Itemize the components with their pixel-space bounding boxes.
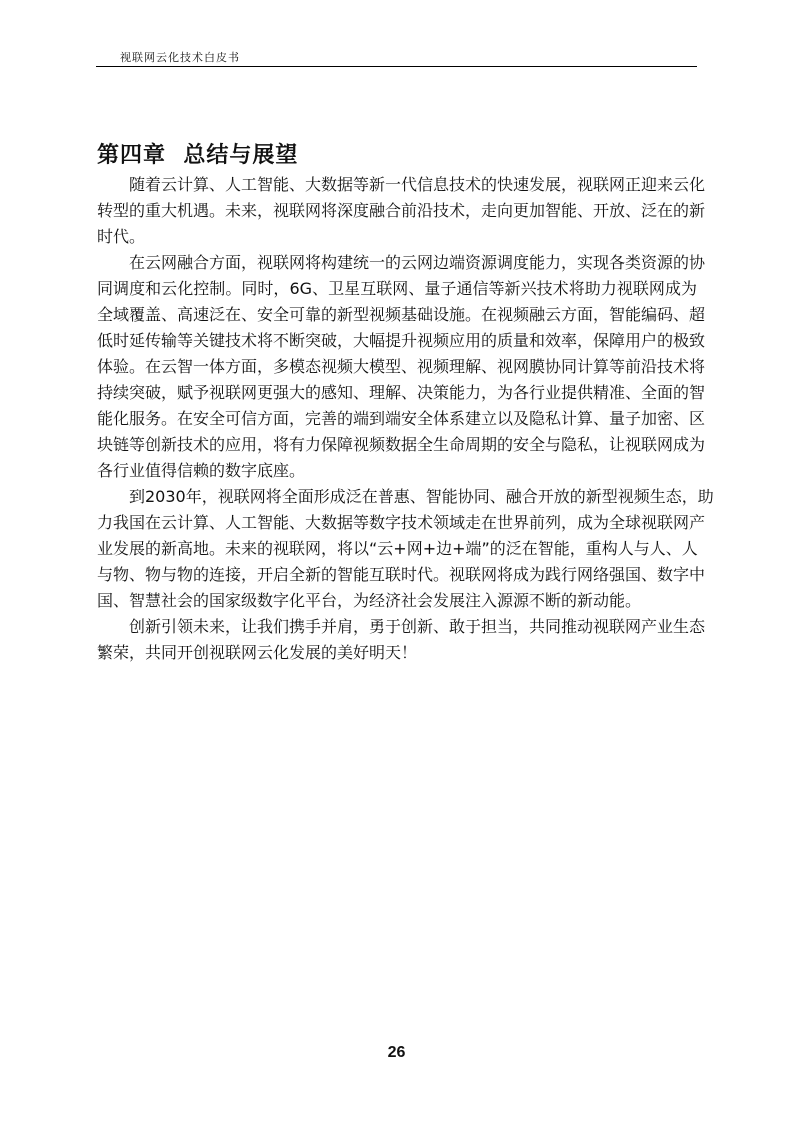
paragraph-line: 国、智慧社会的国家级数字化平台，为经济社会发展注入源源不断的新动能。 bbox=[97, 591, 642, 610]
paragraph-line: 同调度和云化控制。同时，6G、卫星互联网、量子通信等新兴技术将助力视联网成为 bbox=[97, 279, 697, 298]
paragraph bbox=[97, 484, 714, 614]
header-rule bbox=[96, 66, 697, 67]
page-number: 26 bbox=[387, 1044, 406, 1061]
paragraph-line: 到2030年，视联网将全面形成泛在普惠、智能协同、融合开放的新型视频生态，助 bbox=[129, 487, 714, 506]
running-header: 视联网云化技术白皮书 bbox=[120, 51, 240, 64]
paragraph-line: 能化服务。在安全可信方面，完善的端到端安全体系建立以及隐私计算、量子加密、区 bbox=[97, 409, 706, 428]
paragraph-line: 业发展的新高地。未来的视联网，将以“云+网+边+端”的泛在智能，重构人与人、人 bbox=[97, 539, 698, 558]
chapter-title: 第四章 总结与展望 bbox=[97, 143, 299, 168]
paragraph-line: 与物、物与物的连接，开启全新的智能互联时代。视联网将成为践行网络强国、数字中 bbox=[97, 565, 706, 584]
paragraph-line: 力我国在云计算、人工智能、大数据等数字技术领域走在世界前列，成为全球视联网产 bbox=[97, 513, 706, 532]
paragraph-line: 块链等创新技术的应用，将有力保障视频数据全生命周期的安全与隐私，让视联网成为 bbox=[97, 435, 706, 454]
paragraph-line: 繁荣，共同开创视联网云化发展的美好明天！ bbox=[97, 643, 418, 662]
paragraph bbox=[97, 250, 706, 484]
paragraph-line: 转型的重大机遇。未来，视联网将深度融合前沿技术，走向更加智能、开放、泛在的新 bbox=[97, 201, 706, 220]
paragraph-line: 低时延传输等关键技术将不断突破，大幅提升视频应用的质量和效率，保障用户的极致 bbox=[97, 331, 706, 350]
paragraph-line: 体验。在云智一体方面，多模态视频大模型、视频理解、视网膜协同计算等前沿技术将 bbox=[97, 357, 706, 376]
paragraph-line: 随着云计算、人工智能、大数据等新一代信息技术的快速发展，视联网正迎来云化 bbox=[129, 175, 706, 194]
paragraph-line: 在云网融合方面，视联网将构建统一的云网边端资源调度能力，实现各类资源的协 bbox=[129, 253, 706, 272]
paragraph-line: 时代。 bbox=[97, 227, 146, 246]
paragraph-line: 持续突破，赋予视联网更强大的感知、理解、决策能力，为各行业提供精准、全面的智 bbox=[97, 383, 706, 402]
paragraph-line: 创新引领未来，让我们携手并肩，勇于创新、敢于担当，共同推动视联网产业生态 bbox=[129, 617, 706, 636]
paragraph-line: 各行业值得信赖的数字底座。 bbox=[97, 461, 306, 480]
paragraph bbox=[97, 172, 706, 250]
paragraph-line: 全域覆盖、高速泛在、安全可靠的新型视频基础设施。在视频融云方面，智能编码、超 bbox=[97, 305, 706, 324]
document-body bbox=[97, 172, 714, 666]
paragraph bbox=[97, 614, 706, 666]
